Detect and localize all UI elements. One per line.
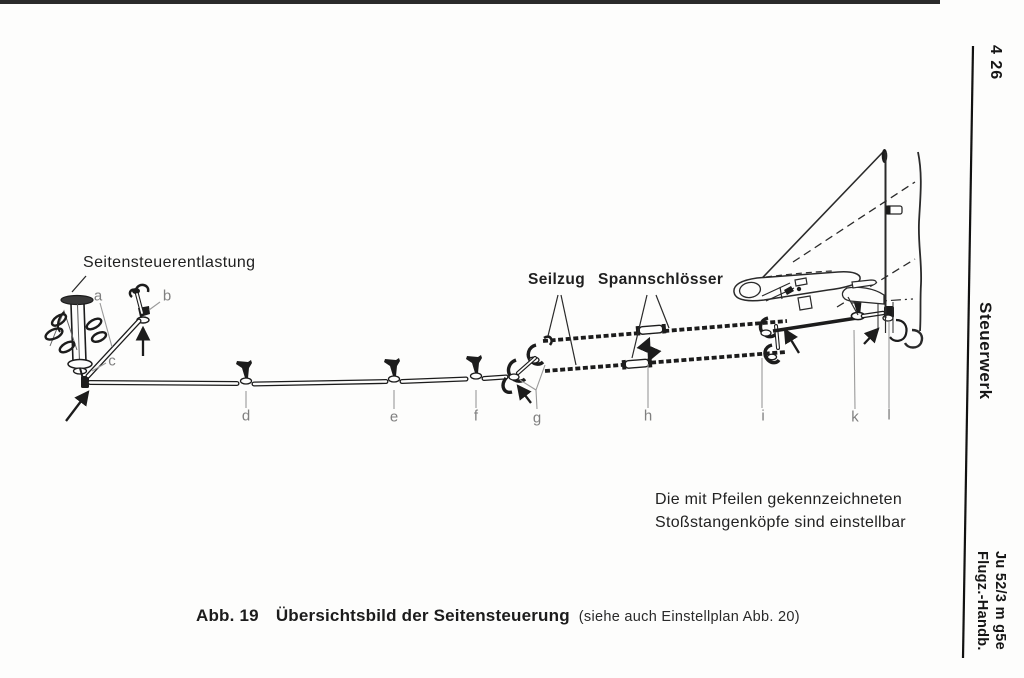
label-spannschloesser: Spannschlösser <box>598 271 724 288</box>
note-line-2: Stoßstangenköpfe sind einstellbar <box>655 514 906 531</box>
control-cables <box>543 318 787 371</box>
part-label-d: d <box>241 407 251 425</box>
page-number: 4 26 <box>987 45 1004 81</box>
part-label-l: l <box>887 406 891 424</box>
figure-crossref: (siehe auch Einstellplan Abb. 20) <box>578 609 800 625</box>
label-seilzug: Seilzug <box>528 271 586 288</box>
part-label-k: k <box>851 408 859 426</box>
figure-caption <box>196 606 800 626</box>
part-label-h: h <box>643 407 653 425</box>
part-label-g: g <box>532 409 542 427</box>
part-label-b: b <box>162 287 172 305</box>
part-label-a: a <box>93 287 103 305</box>
label-leader-lines <box>72 276 669 365</box>
part-label-e: e <box>389 408 399 426</box>
document-id-line2: Flugz.-Handb. <box>974 551 991 651</box>
part-label-c: c <box>108 352 116 370</box>
tail-fin-drawing <box>744 149 922 348</box>
part-label-i: i <box>761 407 765 425</box>
document-id <box>973 551 1008 651</box>
right-border-rule <box>963 46 973 658</box>
part-label-f: f <box>473 407 479 425</box>
label-seitensteuerentlastung: Seitensteuerentlastung <box>83 254 256 271</box>
section-tab-steuerwerk: Steuerwerk <box>976 302 995 400</box>
figure-title: Übersichtsbild der Seitensteuerung <box>275 606 570 625</box>
push-rod-linkage <box>88 294 506 384</box>
document-id-line1: Ju 52/3 m g5e <box>992 551 1008 651</box>
figure-number: Abb. 19 <box>196 606 259 625</box>
adjustment-note <box>655 488 906 534</box>
note-line-1: Die mit Pfeilen gekennzeichneten <box>655 491 903 508</box>
